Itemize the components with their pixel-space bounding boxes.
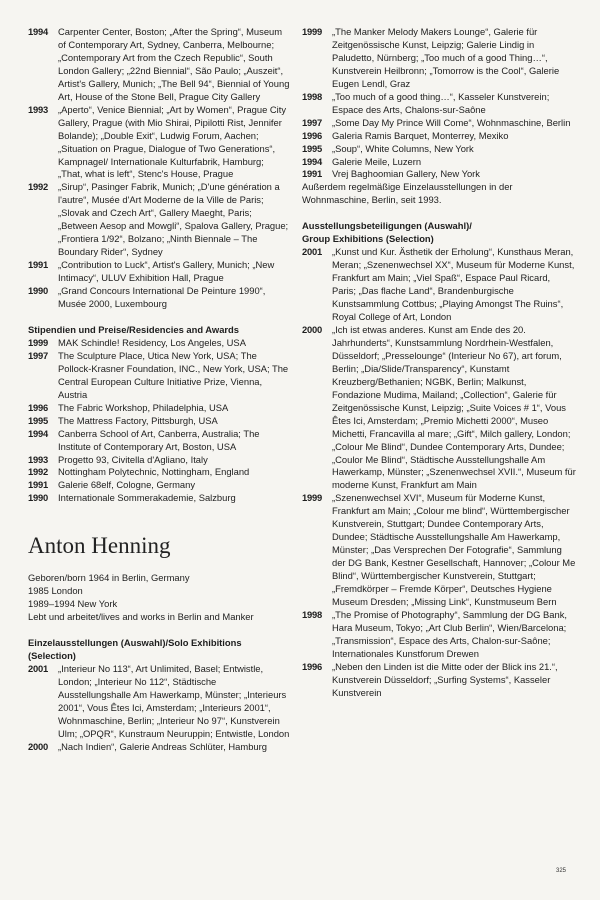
entry — [28, 402, 290, 415]
entry-year: 1999 — [302, 26, 323, 37]
entry-text: „The Promise of Photography“, Sammlung der DG Bank, Hara Museum, Tokyo; „Art Club Berlin“, Wien/Barcelona; „Transmission“, Espace des Arts, Chalon-sur-Saône; Internationales Kunstforum Drewen — [332, 608, 567, 659]
entry-text: Galerie 68elf, Cologne, Germany — [58, 479, 196, 491]
entry-text: „Szenenwechsel XVI“, Museum für Moderne Kunst, Frankfurt am Main; „Colour me blind“, Württembergischer Kunstverein, Stuttgart; Dundee Contemporary Arts, Dundee; Städtische Ausstellungshalle Am Hawerkamp, Münster; „Das Versprechen Der Fotografie“, Sammlung der DG Bank, Kestner Gesellschaft, Hannover; „Colour Me Blind“, Württembergischer Kunstverein, Stuttgart; „Fremdkörper – Fremde Körper“, Deutsches Hygiene Museum Dresden; „Missing Link“, Kunstmuseum Bern — [332, 492, 576, 607]
entry-year: 1993 — [28, 103, 49, 115]
entry-year: 1990 — [28, 285, 49, 297]
entry-year: 1992 — [28, 466, 49, 478]
entry-text: Vrej Baghoomian Gallery, New York — [332, 168, 480, 180]
right-column — [302, 26, 576, 700]
entry-year: 1998 — [302, 90, 323, 102]
bio-line: Lebt und arbeitet/lives and works in Berlin and Manker — [28, 611, 254, 623]
bio — [28, 572, 290, 624]
entry — [28, 181, 290, 259]
entry-text: Internationale Sommerakademie, Salzburg — [58, 492, 236, 504]
awards-list — [28, 337, 290, 505]
entry — [302, 91, 576, 117]
entry-year: 2001 — [302, 246, 323, 258]
solo-exhibitions-note: Außerdem regelmäßige Einzelausstellungen in der Wohnmaschine, Berlin, seit 1993. — [302, 181, 513, 206]
entry — [28, 492, 290, 505]
entry-text: Canberra School of Art, Canberra, Australia; The Institute of Contemporary Art, Boston, USA — [58, 427, 260, 452]
entry — [302, 492, 576, 609]
entry-text: „Aperto“, Venice Biennial; „Art by Women“, Prague City Gallery, Prague (with Mio Shirai, Pipilotti Rist, Jennifer Bolande); „Double Exit“, Ludwig Forum, Aachen; „Situation on Prague, Dialogue of Two Generations“, Kampnagel/ Internationale Kulturfabrik, Hamburg; „That, what is left“, Stenc's House, Prague — [58, 103, 287, 180]
entry-text: „Nach Indien“, Galerie Andreas Schlüter, Hamburg — [58, 740, 267, 752]
entry-year: 1998 — [302, 608, 323, 620]
entry-year: 1991 — [28, 479, 49, 491]
entry-year: 1995 — [302, 142, 323, 154]
solo-exhibitions-heading: Einzelausstellungen (Auswahl)/Solo Exhibitions (Selection) — [28, 637, 242, 662]
entry-year: 1995 — [28, 414, 49, 426]
entry-text: Nottingham Polytechnic, Nottingham, England — [58, 466, 250, 478]
entry-text: Carpenter Center, Boston; „After the Spring“, Museum of Contemporary Art, Sydney, Canberra, Melbourne; „Contemporary Art from the Czech Republic“, South London Gallery; „22nd Biennial“, São Paulo; „Auszeit“, Artist's Gallery, Munich; „The Bell 94“, Biennial of Young Art, House of the Stone Bell, Prague City Gallery — [58, 26, 290, 102]
entry — [28, 26, 290, 104]
entry-text: „Soup“, White Columns, New York — [332, 142, 474, 154]
entry-year: 1997 — [28, 349, 49, 361]
entry-text: „Contribution to Luck“, Artist's Gallery, Munich; „New Intimacy“, ULUV Exhibition Hall, Prague — [58, 259, 275, 284]
page-number: 325 — [556, 868, 567, 874]
entry-year: 1990 — [28, 492, 49, 504]
entry — [28, 285, 290, 311]
entry-year: 1991 — [28, 259, 49, 271]
bio-line: 1985 London — [28, 585, 83, 597]
entry-text: The Sculpture Place, Utica New York, USA; The Pollock-Krasner Foundation, INC., New York, USA; The Central European Culture Initiative Prize, Vienna, Austria — [58, 349, 289, 400]
earlier-exhibitions-list — [28, 26, 290, 311]
entry-text: MAK Schindle! Residency, Los Angeles, USA — [58, 336, 246, 348]
bio-line: 1989–1994 New York — [28, 598, 118, 610]
entry-year: 1993 — [28, 453, 49, 465]
entry — [302, 143, 576, 156]
entry-text: „Interieur No 113“, Art Unlimited, Basel; Entwistle, London; „Interieur No 112“, Städtische Ausstellungshalle Am Hawerkamp, Münster; „Interieurs 2001“, Vous Êtes Ici, Amsterdam; „Interieurs 2001“, Wohnmaschine, Berlin; „Interieur No 97“, Kunstverein Ulm; „OPQR“, Kunstraum Neuruppin; Entwistle, London — [58, 663, 290, 739]
entry-text: „Grand Concours International De Peinture 1990“, Musée 2000, Luxembourg — [58, 285, 266, 310]
left-column — [28, 26, 290, 754]
entry-text: „Some Day My Prince Will Come“, Wohnmaschine, Berlin — [332, 116, 571, 128]
entry — [28, 350, 290, 402]
entry-year: 1996 — [302, 660, 323, 672]
entry — [28, 479, 290, 492]
entry-text: „The Manker Melody Makers Lounge“, Galerie für Zeitgenössische Kunst, Leipzig; Galerie Lindig in Paludetto, Nürnberg; „Too much of a good Thing…“, Kunstverein Heilbronn; „Tomorrow is the Cool“, Galerie Eugen Lendl, Graz — [332, 26, 560, 89]
awards-heading: Stipendien und Preise/Residencies and Awards — [28, 323, 240, 335]
entry — [28, 741, 290, 754]
entry — [28, 259, 290, 285]
entry-year: 1994 — [302, 155, 323, 167]
entry — [28, 415, 290, 428]
group-exhibitions-list — [302, 246, 576, 699]
entry-year: 2000 — [302, 323, 323, 335]
entry-year: 1997 — [302, 116, 323, 128]
entry — [302, 26, 576, 91]
entry-text: Galeria Ramis Barquet, Monterrey, Mexiko — [332, 129, 509, 141]
entry-year: 2001 — [28, 663, 49, 675]
group-exhibitions-heading-de: Ausstellungsbeteiligungen (Auswahl)/ — [302, 220, 472, 232]
entry-year: 1992 — [28, 181, 49, 193]
entry-text: „Neben den Linden ist die Mitte oder der Blick ins 21.“, Kunstverein Düsseldorf; „Surfing Systems“, Kasseler Kunstverein — [332, 660, 558, 698]
entry-year: 1994 — [28, 427, 49, 439]
entry-year: 1996 — [28, 401, 49, 413]
entry — [28, 104, 290, 182]
entry — [302, 168, 576, 181]
entry-year: 1994 — [28, 26, 49, 37]
entry-year: 1999 — [28, 336, 49, 348]
entry — [28, 337, 290, 350]
entry-text: The Fabric Workshop, Philadelphia, USA — [58, 401, 229, 413]
entry-text: Galerie Meile, Luzern — [332, 155, 422, 167]
entry — [302, 246, 576, 324]
artist-name: Anton Henning — [28, 533, 171, 559]
entry — [302, 324, 576, 492]
entry — [28, 428, 290, 454]
entry-text: „Too much of a good thing…“, Kasseler Kunstverein; Espace des Arts, Chalons-sur-Saône — [332, 90, 550, 115]
bio-line: Geboren/born 1964 in Berlin, Germany — [28, 572, 190, 584]
entry — [302, 609, 576, 661]
group-exhibitions-heading-en: Group Exhibitions (Selection) — [302, 233, 434, 245]
solo-exhibitions-continued-list — [302, 26, 576, 181]
entry-text: „Sirup“, Pasinger Fabrik, Munich; „D'une génération a l'autre“, Musée d'Art Moderne de la Ville de Paris; „Slovak and Czech Art“, Gallery Maeght, Paris; „Between Aesop and Mowgli“, Spalova Gallery, Prague; „Frontiera 1/92“, Bolzano; „Ninth Biennale – The Boundary Rider“, Sydney — [58, 181, 289, 258]
entry-text: Progetto 93, Civitella d'Agliano, Italy — [58, 453, 208, 465]
entry-year: 1996 — [302, 129, 323, 141]
entry-year: 2000 — [28, 740, 49, 752]
entry — [302, 130, 576, 143]
entry — [302, 117, 576, 130]
entry-text: „Kunst und Kur. Ästhetik der Erholung“, Kunsthaus Meran, Meran; „Szenenwechsel XX“, Museum für Moderne Kunst, Frankfurt am Main; „Viel Spaß“, Espace Paul Ricard, Paris; „Das flache Land“, Brandenburgische Kunstsammlung Cottbus; „Playing Amongst The Ruins“, Royal College of Art, London — [332, 246, 575, 323]
entry-text: „Ich ist etwas anderes. Kunst am Ende des 20. Jahrhunderts“, Kunstsammlung Nordrhein-Westfalen, Düsseldorf; „Presselounge“ (Interieur No 67), art forum, Berlin; „Dia/Slide/Transparency“, Kunstamt Kreuzberg/Bethanien; NGBK, Berlin; Malkunst, Fondazione Mudima, Mailand; „Collection“, Galerie für Zeitgenössische Kunst, Leipzig; „Suite Voices # 1“, Vous Êtes Ici, Amsterdam; „Premio Michetti 2000“, Museo Michetti, Francavilla al mare; „Gift“, Milch gallery, London; „Colour Me Blind“, Dundee Contemporary Arts, Dundee; „Coulor Me Blind“, Städtische Ausstellungshalle Am Hawerkamp, Münster; „Szenenwechsel XVII.“, Museum für moderne Kunst, Frankfurt am Main — [332, 323, 576, 491]
entry — [302, 661, 576, 700]
entry — [28, 663, 290, 741]
entry-text: The Mattress Factory, Pittsburgh, USA — [58, 414, 218, 426]
entry — [28, 466, 290, 479]
entry — [302, 156, 576, 169]
solo-exhibitions-list — [28, 663, 290, 754]
entry-year: 1991 — [302, 168, 323, 180]
entry — [28, 454, 290, 467]
entry-year: 1999 — [302, 492, 323, 504]
